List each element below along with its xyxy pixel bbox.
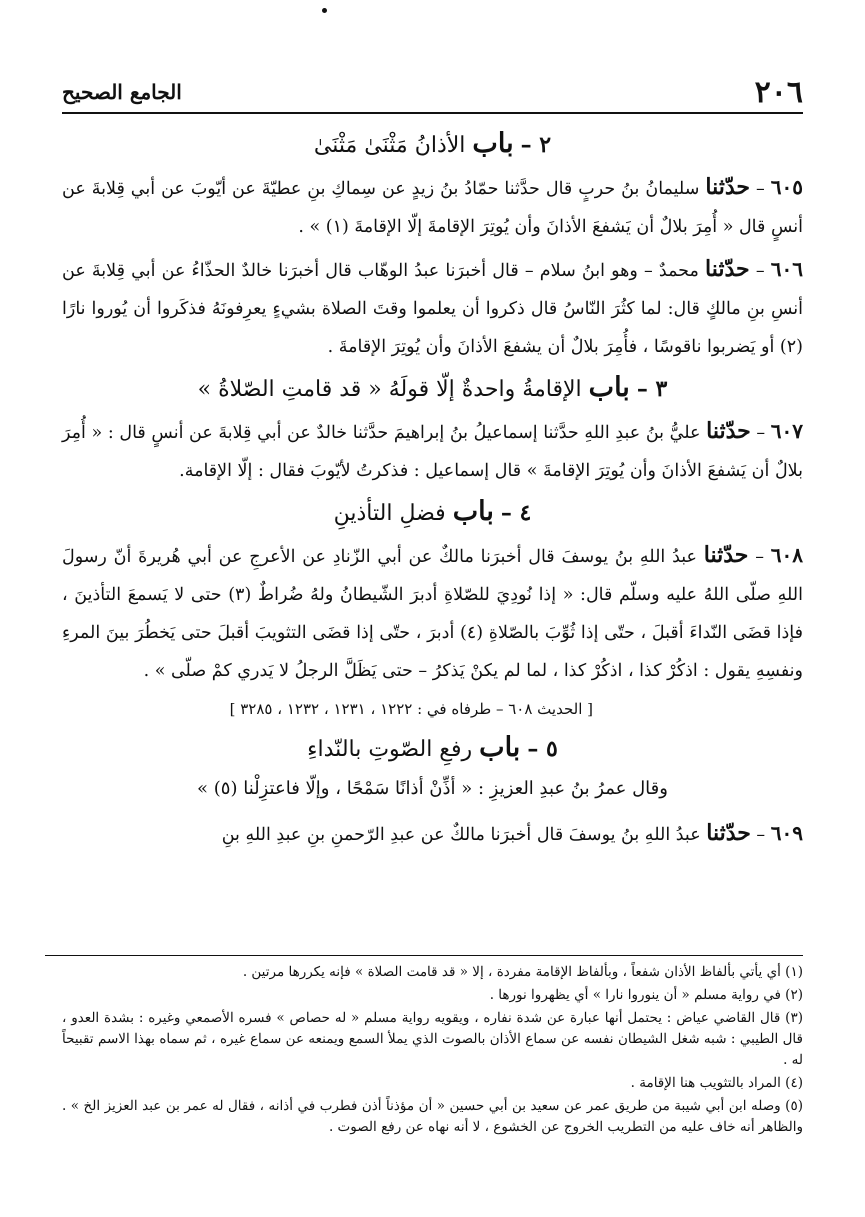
bab-word: باب (588, 372, 630, 403)
hadith-number: ٦٠٨ (770, 543, 803, 567)
hadith-text: عبدُ اللهِ بنُ يوسفَ قال أخبرَنا مالكٌ عن عبدِ الرّحمنِ بنِ عبدِ اللهِ بنِ (221, 825, 701, 845)
page-header (62, 72, 803, 114)
bab-heading-2 (62, 126, 803, 164)
hadith-label: حدّثنا (703, 542, 749, 568)
hadith-number: ٦٠٧ (770, 419, 803, 443)
footnote-3: (٣) قال القاضي عياض : يحتمل أنها عبارة عن شدة نفاره ، ويقويه رواية مسلم « له حصاص » فسره الأصمعي وغيره : بشدة العدو ، قال الطيبي : شبه شغل الشيطان نفسه عن سماع الأذان بالصوت الذي يملأ السمع ويمنعه عن سماع غيره ، ثم سماه بهذا الاسم تقبيحاً له . (62, 1010, 803, 1068)
footnote-1: (١) أي يأتي بألفاظ الأذان شفعاً ، وبألفاظ الإقامة مفردة ، إلا « قد قامت الصلاة » فإنه يكررها مرتين . (242, 964, 803, 980)
bab-heading-3 (62, 370, 803, 408)
hadith-607: ٦٠٧ – حدّثنا عليُّ بنُ عبدِ اللهِ حدَّثنا إسماعيلُ بنُ إبراهيمَ حدَّثنا خالدٌ عن أبي قِلابةَ عن أنسٍ قال : « أُمِرَ بلالٌ أن يَشفعَ الأذانَ وأن يُوتِرَ الإقامةَ » قال إسماعيل : فذكرتُ لأيّوبَ فقال : إلّا الإقامة. (62, 418, 803, 481)
hadith-label: حدّثنا (706, 418, 751, 444)
hadith-609: ٦٠٩ – حدّثنا عبدُ اللهِ بنُ يوسفَ قال أخبرَنا مالكٌ عن عبدِ الرّحمنِ بنِ عبدِ اللهِ بنِ (221, 820, 803, 846)
footnote-5: (٥) وصله ابن أبي شيبة من طريق عمر عن سعيد بن أبي حسين « أن مؤذناً أذن فطرب في أذانه ، فقال له عمر بن عبد العزيز الخ » . والظاهر أنه خاف عليه من التطريب الخروج عن الخشوع ، لا أنه نهاه عن رفع الصوت . (62, 1098, 803, 1135)
bab-heading-4 (62, 494, 803, 532)
hadith-text: سليمانُ بنُ حربٍ قال حدَّثنا حمّادُ بنُ زيدٍ عن سِماكِ بنِ عطيّةَ عن أيّوبَ عن أبي قِلابةَ عن أنسٍ قال « أُمِرَ بلالٌ أن يَشفعَ الأذانَ وأن يُوتِرَ الإقامةَ إلّا الإقامةَ (١) » . (62, 179, 803, 237)
running-title: الجامع الصحيح (62, 80, 182, 104)
bab-word: باب (452, 496, 494, 527)
hadith-606: ٦٠٦ – حدّثنا محمدٌ – وهو ابنُ سلام – قال أخبرَنا عبدُ الوهّاب قال أخبرَنا خالدٌ الحذّاءُ عن أبي قِلابةَ عن أنسِ بنِ مالكٍ قال: لما كثُرَ النّاسُ قال ذكروا أن يعلموا وقتَ الصلاة بشيءٍ يعرِفونَهُ فذكَروا أن يُوروا نارًا (٢) أو يَضربوا ناقوسًا ، فأُمِرَ بلالٌ أن يشفعَ الأذانَ وأن يُوتِرَ الإقامةَ . (62, 256, 803, 357)
bab-title: الإقامةُ واحدةٌ إلّا قولَهُ « قد قامتِ الصّلاةُ » (197, 377, 582, 402)
hadith-label: حدّثنا (705, 256, 750, 282)
hadith-label: حدّثنا (706, 820, 751, 846)
bab-title: الأذانُ مَثْنَىٰ مَثْنَىٰ (313, 133, 466, 158)
page-number: ٢٠٦ (754, 74, 803, 110)
footnote-divider (45, 955, 803, 956)
bab-word: باب (472, 128, 514, 159)
footnote-2: (٢) في رواية مسلم « أن ينوروا نارا » أي يظهروا نورها . (489, 987, 803, 1003)
footnote-4: (٤) المراد بالتثويب هنا الإقامة . (630, 1075, 803, 1091)
hadith-605: ٦٠٥ – حدّثنا سليمانُ بنُ حربٍ قال حدَّثنا حمّادُ بنُ زيدٍ عن سِماكِ بنِ عطيّةَ عن أيّوبَ عن أبي قِلابةَ عن أنسٍ قال « أُمِرَ بلالٌ أن يَشفعَ الأذانَ وأن يُوتِرَ الإقامةَ إلّا الإقامةَ (١) » . (62, 174, 803, 237)
footnotes (62, 962, 803, 1140)
hadith-number: ٦٠٩ (770, 821, 803, 845)
hadith-text: عبدُ اللهِ بنُ يوسفَ قال أخبرَنا مالكٌ عن أبي الزّنادِ عن الأعرجِ عن أبي هُريرةَ أنّ رسولَ اللهِ صلّى اللهُ عليه وسلّم قال: « إذا نُودِيَ للصّلاةِ أدبرَ الشّيطانُ ولهُ ضُراطٌ (٣) حتى لا يَسمعَ التأذينَ ، فإذا قضَى النّداءَ أقبلَ ، حتّى إذا ثُوِّبَ بالصّلاةِ (٤) أدبرَ ، حتّى إذا قضَى التثويبَ أقبلَ حتى يَخطُرَ بينَ المرءِ ونفسِهِ يقول : اذكُرْ كذا ، اذكُرْ كذا ، لما لم يكنْ يَذكرُ – حتى يَظَلَّ الرجلُ لا يَدري كمْ صلّى » . (62, 547, 803, 681)
hadith-label: حدّثنا (705, 174, 751, 200)
bab-number: ٤ – (500, 500, 532, 526)
bab-title: فضلِ التأذينِ (333, 501, 446, 526)
bab-intro-quote: وقال عمرُ بنُ عبدِ العزيزِ : « أذِّنْ أذانًا سَمْحًا ، وإلّا فاعتزِلْنا (٥) » (197, 778, 668, 799)
hadith-number: ٦٠٥ (770, 175, 803, 199)
hadith-608: ٦٠٨ – حدّثنا عبدُ اللهِ بنُ يوسفَ قال أخبرَنا مالكٌ عن أبي الزّنادِ عن الأعرجِ عن أبي هُريرةَ أنّ رسولَ اللهِ صلّى اللهُ عليه وسلّم قال: « إذا نُودِيَ للصّلاةِ أدبرَ الشّيطانُ ولهُ ضُراطٌ (٣) حتى لا يَسمعَ التأذينَ ، فإذا قضَى النّداءَ أقبلَ ، حتّى إذا ثُوِّبَ بالصّلاةِ (٤) أدبرَ ، حتّى إذا قضَى التثويبَ أقبلَ حتى يَخطُرَ بينَ المرءِ ونفسِهِ يقول : اذكُرْ كذا ، اذكُرْ كذا ، لما لم يكنْ يَذكرُ – حتى يَظَلَّ الرجلُ لا يَدري كمْ صلّى » . (62, 542, 803, 681)
hadith-number: ٦٠٦ (770, 257, 803, 281)
bab-number: ٢ – (520, 132, 552, 158)
bab-number: ٣ – (636, 376, 668, 402)
ink-dot (322, 8, 327, 13)
hadith-text: عليُّ بنُ عبدِ اللهِ حدَّثنا إسماعيلُ بنُ إبراهيمَ حدَّثنا خالدٌ عن أبي قِلابةَ عن أنسٍ قال : « أُمِرَ بلالٌ أن يَشفعَ الأذانَ وأن يُوتِرَ الإقامةَ » قال إسماعيل : فذكرتُ لأيّوبَ فقال : إلّا الإقامة. (62, 423, 803, 481)
bab-word: باب (479, 732, 521, 763)
page-body (62, 124, 803, 858)
bab-heading-5 (62, 730, 803, 768)
bab-number: ٥ – (527, 736, 558, 762)
hadith-cross-reference: [ الحديث ٦٠٨ – طرفاه في : ١٢٢٢ ، ١٢٣١ ، ١٢٣٢ ، ٣٢٨٥ ] (229, 700, 593, 718)
bab-title: رفعِ الصّوتِ بالنّداءِ (307, 737, 473, 762)
hadith-text: محمدٌ – وهو ابنُ سلام – قال أخبرَنا عبدُ الوهّاب قال أخبرَنا خالدٌ الحذّاءُ عن أبي قِلابةَ عن أنسِ بنِ مالكٍ قال: لما كثُرَ النّاسُ قال ذكروا أن يعلموا وقتَ الصلاة بشيءٍ يعرِفونَهُ فذكَروا أن يُوروا نارًا (٢) أو يَضربوا ناقوسًا ، فأُمِرَ بلالٌ أن يشفعَ الأذانَ وأن يُوتِرَ الإقامةَ . (62, 261, 803, 357)
